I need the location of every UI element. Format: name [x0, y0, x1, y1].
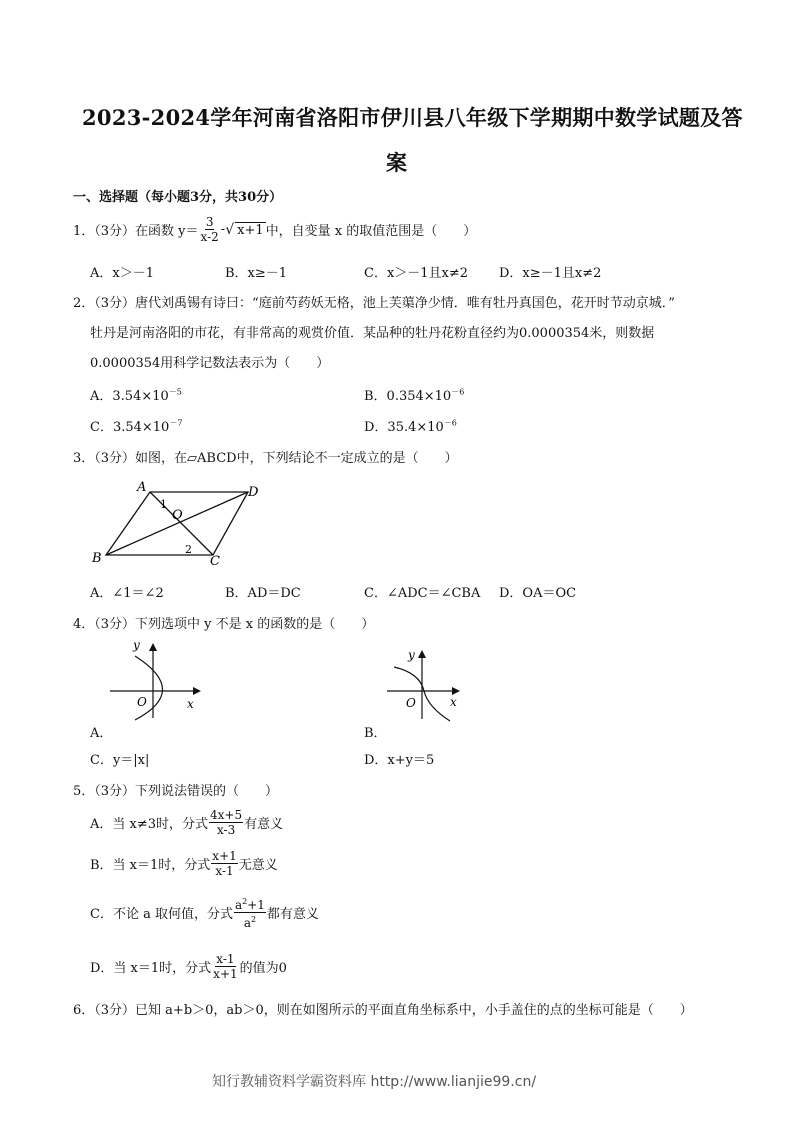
q4-option-c[interactable]: C．y＝|x| [90, 753, 150, 768]
q5-a-pre: A．当 x≠3时，分式 [90, 817, 209, 832]
q4-option-a[interactable]: A． [90, 726, 113, 741]
q1-sqrt-body: x+1 [237, 222, 264, 238]
q5-c-num-rest: +1 [247, 898, 265, 912]
q2-b-text: B．0.354×10 [364, 389, 452, 404]
sqrt-sign: √ [225, 221, 235, 238]
sideways-parabola-curve [135, 656, 163, 720]
q5-c-num [234, 895, 266, 913]
q5-d-post: 的值为0 [239, 961, 287, 976]
q5-c-den-exp: 2 [250, 915, 257, 924]
q1-frac-num: 3 [205, 215, 214, 229]
q1-option-c[interactable]: C．x＞－1且x≠2 [364, 266, 469, 281]
q2-line1: 2．（3分）唐代刘禹锡有诗曰：“庭前芍药妖无格，池上芙蕖净少情．唯有牡丹真国色，花开时节动京城．” [73, 296, 675, 311]
q2-a-exp: －5 [168, 387, 182, 397]
q5-d-num: x-1 [216, 952, 235, 966]
y-axis-arrow-icon [418, 650, 426, 658]
graph-b-y-label: y [408, 648, 415, 662]
q5-option-d[interactable] [90, 952, 287, 981]
q3-option-c[interactable]: C．∠ADC＝∠CBA [364, 586, 481, 601]
q2-option-a[interactable] [90, 385, 182, 404]
q3-option-d[interactable]: D．OA＝OC [499, 586, 577, 601]
q5-c-fraction [234, 895, 266, 930]
q5-a-num: 4x+5 [210, 808, 243, 822]
q5-c-num-a: a [234, 898, 243, 912]
label-a: A [137, 480, 147, 495]
q3-option-a[interactable]: A．∠1＝∠2 [90, 586, 164, 601]
q4-option-d[interactable]: D．x+y＝5 [364, 753, 435, 768]
footer-watermark: 知行教辅资料学霸资料库 http://www.lianjie99.cn/ [212, 1074, 537, 1090]
q2-line3: 0.0000354用科学记数法表示为（ ） [90, 356, 330, 371]
graph-b-origin-label: O [406, 696, 416, 710]
x-axis-arrow-icon [452, 687, 460, 695]
q2-option-d[interactable] [364, 416, 457, 435]
q1-suffix: 中，自变量 x 的取值范围是（ ） [265, 224, 477, 239]
graph-a-x-label: x [187, 697, 194, 711]
graph-b-x-label: x [450, 695, 457, 709]
q1-option-a[interactable]: A．x＞－1 [90, 266, 154, 281]
q5-c-post: 都有意义 [266, 907, 319, 922]
q2-c-text: C．3.54×10 [90, 420, 170, 435]
q4-option-b[interactable]: B． [364, 726, 387, 741]
q1-option-d[interactable]: D．x≥－1且x≠2 [499, 266, 602, 281]
y-axis-arrow-icon [149, 643, 157, 651]
label-angle-1: 1 [160, 498, 167, 511]
q6-stem: 6．（3分）已知 a+b＞0，ab＞0，则在如图所示的平面直角坐标系中，小手盖住的点的坐标可能是（ ） [73, 1003, 693, 1018]
label-angle-2: 2 [185, 543, 192, 556]
label-c: C [210, 554, 220, 569]
q3-stem: 3．（3分）如图，在▱ABCD中，下列结论不一定成立的是（ ） [73, 451, 458, 466]
q5-b-num: x+1 [212, 849, 237, 863]
graph-a-origin-label: O [137, 695, 147, 709]
q2-option-c[interactable] [90, 416, 182, 435]
graph-b [382, 645, 472, 725]
q5-b-den: x-1 [215, 864, 234, 878]
x-axis-arrow-icon [193, 687, 201, 695]
q5-c-num-exp: 2 [242, 897, 248, 906]
q2-option-b[interactable] [364, 385, 464, 404]
q2-b-exp: －6 [451, 387, 465, 397]
q1-frac-den: x-2 [200, 230, 219, 244]
label-o: O [172, 508, 183, 523]
q4-stem: 4．（3分）下列选项中 y 不是 x 的函数的是（ ） [73, 617, 375, 632]
q1-prefix: 1．（3分）在函数 y＝ [73, 224, 199, 239]
q5-d-pre: D．当 x＝1时，分式 [90, 961, 212, 976]
q2-a-text: A．3.54×10 [90, 389, 169, 404]
q2-c-exp: －7 [169, 418, 183, 428]
q5-b-fraction [211, 849, 237, 878]
q2-d-exp: －6 [443, 418, 457, 428]
q5-option-b[interactable] [90, 849, 278, 878]
q5-b-post: 无意义 [238, 858, 278, 873]
q1-minus: - [220, 222, 226, 237]
q5-d-fraction [212, 952, 238, 981]
graph-a [105, 638, 215, 723]
label-b: B [92, 551, 102, 566]
parallelogram-figure [88, 477, 268, 572]
page-title-line1: 2023-2024学年河南省洛阳市伊川县八年级下学期期中数学试题及答 [82, 105, 743, 130]
q2-line2: 牡丹是河南洛阳的市花，有非常高的观赏价值．某品种的牡丹花粉直径约为0.0000354米，则数据 [90, 326, 655, 341]
q5-a-post: 有意义 [244, 817, 284, 832]
label-d: D [248, 485, 259, 500]
q5-a-den: x-3 [216, 823, 236, 837]
q3-option-b[interactable]: B．AD＝DC [225, 586, 301, 601]
q5-c-den-a: a [243, 916, 251, 930]
q5-c-den [243, 913, 257, 930]
q1-option-b[interactable]: B．x≥－1 [225, 266, 288, 281]
question-1-stem [73, 215, 476, 244]
q5-a-fraction [209, 808, 243, 837]
q5-option-a[interactable] [90, 808, 283, 837]
q5-c-pre: C．不论 a 取何值，分式 [90, 907, 233, 922]
q5-option-c[interactable] [90, 895, 319, 930]
q2-d-text: D．35.4×10 [364, 420, 444, 435]
q5-d-den: x+1 [213, 967, 238, 981]
q1-fraction [200, 215, 220, 244]
section-heading: 一、选择题（每小题3分，共30分） [73, 190, 283, 205]
graph-a-y-label: y [133, 638, 140, 652]
q5-b-pre: B．当 x＝1时，分式 [90, 858, 211, 873]
page-title-line2: 案 [386, 150, 408, 175]
q5-stem: 5．（3分）下列说法错误的（ ） [73, 784, 279, 799]
